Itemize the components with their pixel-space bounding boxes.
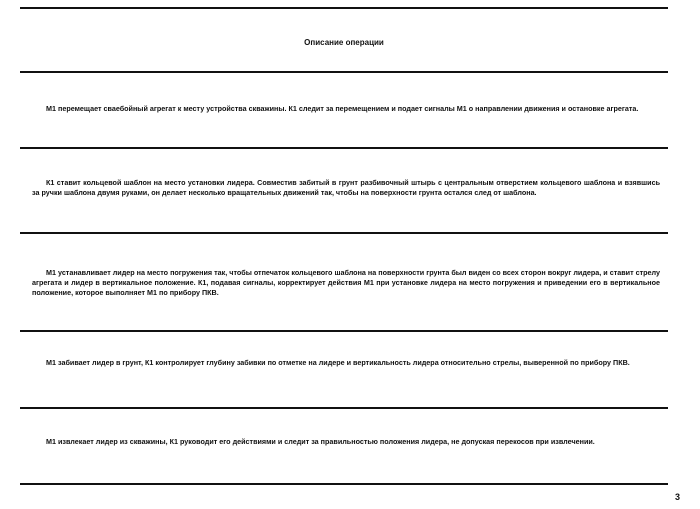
operation-row-4: М1 забивает лидер в грунт, К1 контролирует глубину забивки по отметке на лидере и вертикальность лидера относительно стрелы, выверенной по прибору ПКВ. [46, 358, 630, 367]
rule-row-1 [20, 147, 668, 149]
operation-row-5: М1 извлекает лидер из скважины, К1 руководит его действиями и следит за правильностью положения лидера, не допуская перекосов при извлечении. [46, 437, 595, 446]
rule-row-4 [20, 407, 668, 409]
page-number: 3 [674, 492, 680, 502]
rule-row-3 [20, 330, 668, 332]
operation-row-1: М1 перемещает сваебойный агрегат к месту устройства скважины. К1 следит за перемещением и подает сигналы М1 о направлении движения и остановке агрегата. [46, 104, 639, 113]
rule-bottom [20, 483, 668, 485]
table-header: Описание операции [304, 38, 384, 47]
rule-top [20, 7, 668, 9]
operation-row-3: М1 устанавливает лидер на место погружения так, чтобы отпечаток кольцевого шаблона на поверхности грунта был виден со всех сторон вокруг лидера, и ставит стрелу агрегата и лидер в вертикальное положение. К1, подавая сигналы, корректирует действия М1 при установке лидера на место погружения и приведении его в вертикальное положение, которое выполняет М1 по прибору ПКВ. [32, 268, 660, 297]
rule-row-2 [20, 232, 668, 234]
operation-row-2: К1 ставит кольцевой шаблон на место установки лидера. Совместив забитый в грунт разбивочный штырь с центральным отверстием кольцевого шаблона и взявшись за ручки шаблона двумя руками, он делает несколько вращательных движений так, чтобы на поверхности грунта остался след от шаблона. [32, 178, 660, 197]
rule-header-bottom [20, 71, 668, 73]
